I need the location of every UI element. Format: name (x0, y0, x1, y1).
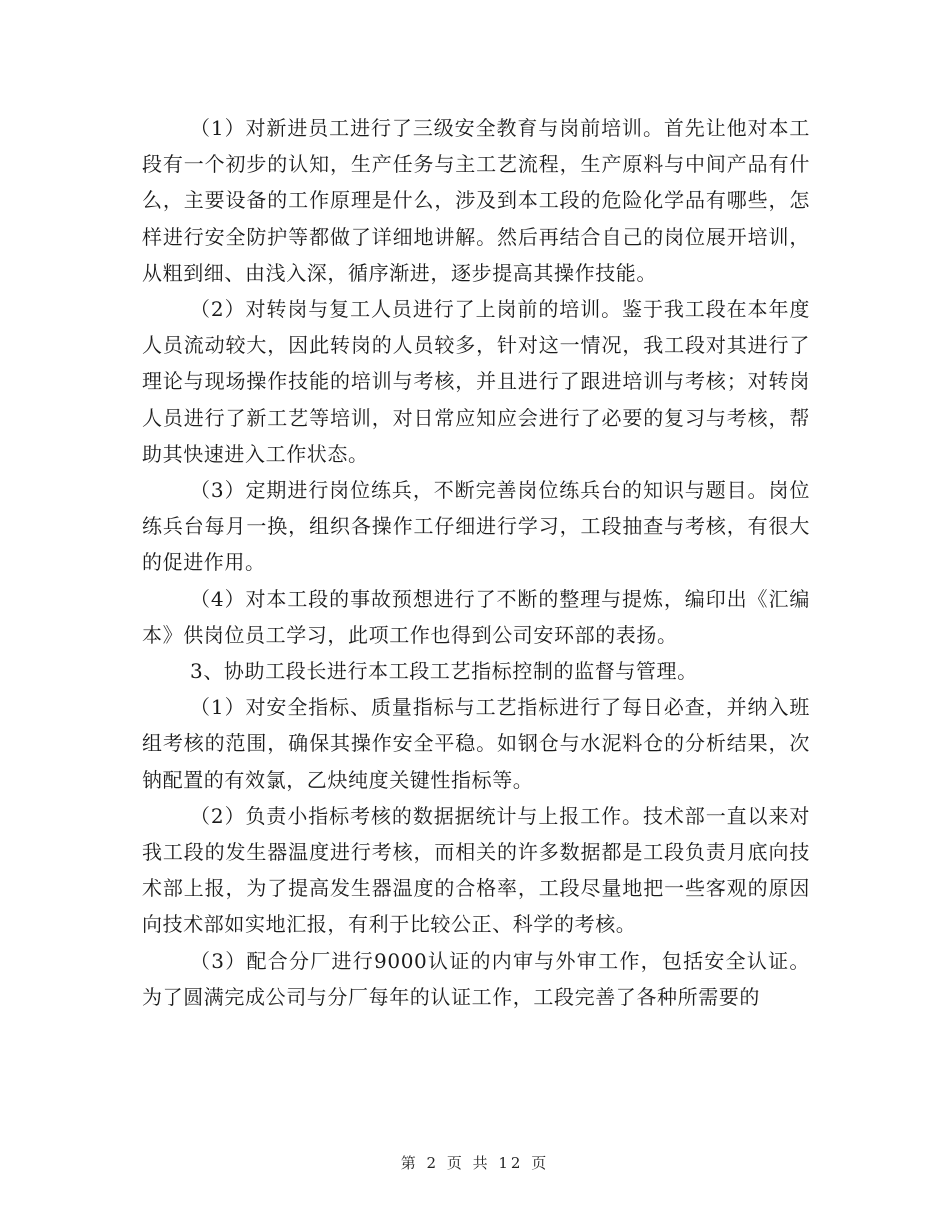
document-body (142, 110, 810, 1015)
paragraph-6: （2）负责小指标考核的数据据统计与上报工作。技术部一直以来对我工段的发生器温度进行考核，而相关的许多数据都是工段负责月底向技术部上报，为了提高发生器温度的合格率，工段尽量地把一些客观的原因向技术部如实地汇报，有利于比较公正、科学的考核。 (142, 803, 810, 937)
paragraph-4: （4）对本工段的事故预想进行了不断的整理与提炼，编印出《汇编本》供岗位员工学习，此项工作也得到公司安环部的表扬。 (142, 586, 810, 647)
section-heading-3: 3、协助工段长进行本工段工艺指标控制的监督与管理。 (190, 659, 698, 684)
page-footer: 第 2 页 共 12 页 (400, 1154, 550, 1172)
paragraph-3: （3）定期进行岗位练兵，不断完善岗位练兵台的知识与题目。岗位练兵台每月一换，组织各操作工仔细进行学习，工段抽查与考核，有很大的促进作用。 (142, 478, 810, 575)
paragraph-5: （1）对安全指标、质量指标与工艺指标进行了每日必查，并纳入班组考核的范围，确保其操作安全平稳。如钢仓与水泥料仓的分析结果，次钠配置的有效氯，乙炔纯度关键性指标等。 (142, 695, 810, 792)
paragraph-1: （1）对新进员工进行了三级安全教育与岗前培训。首先让他对本工段有一个初步的认知，生产任务与主工艺流程，生产原料与中间产品有什么，主要设备的工作原理是什么，涉及到本工段的危险化学品有哪些，怎样进行安全防护等都做了详细地讲解。然后再结合自己的岗位展开培训，从粗到细、由浅入深，循序渐进，逐步提高其操作技能。 (142, 116, 810, 285)
paragraph-7: （3）配合分厂进行9000认证的内审与外审工作，包括安全认证。为了圆满完成公司与分厂每年的认证工作，工段完善了各种所需要的 (142, 948, 810, 1009)
paragraph-2: （2）对转岗与复工人员进行了上岗前的培训。鉴于我工段在本年度人员流动较大，因此转岗的人员较多，针对这一情况，我工段对其进行了理论与现场操作技能的培训与考核，并且进行了跟进培训与考核；对转岗人员进行了新工艺等培训，对日常应知应会进行了必要的复习与考核，帮助其快速进入工作状态。 (142, 297, 810, 466)
